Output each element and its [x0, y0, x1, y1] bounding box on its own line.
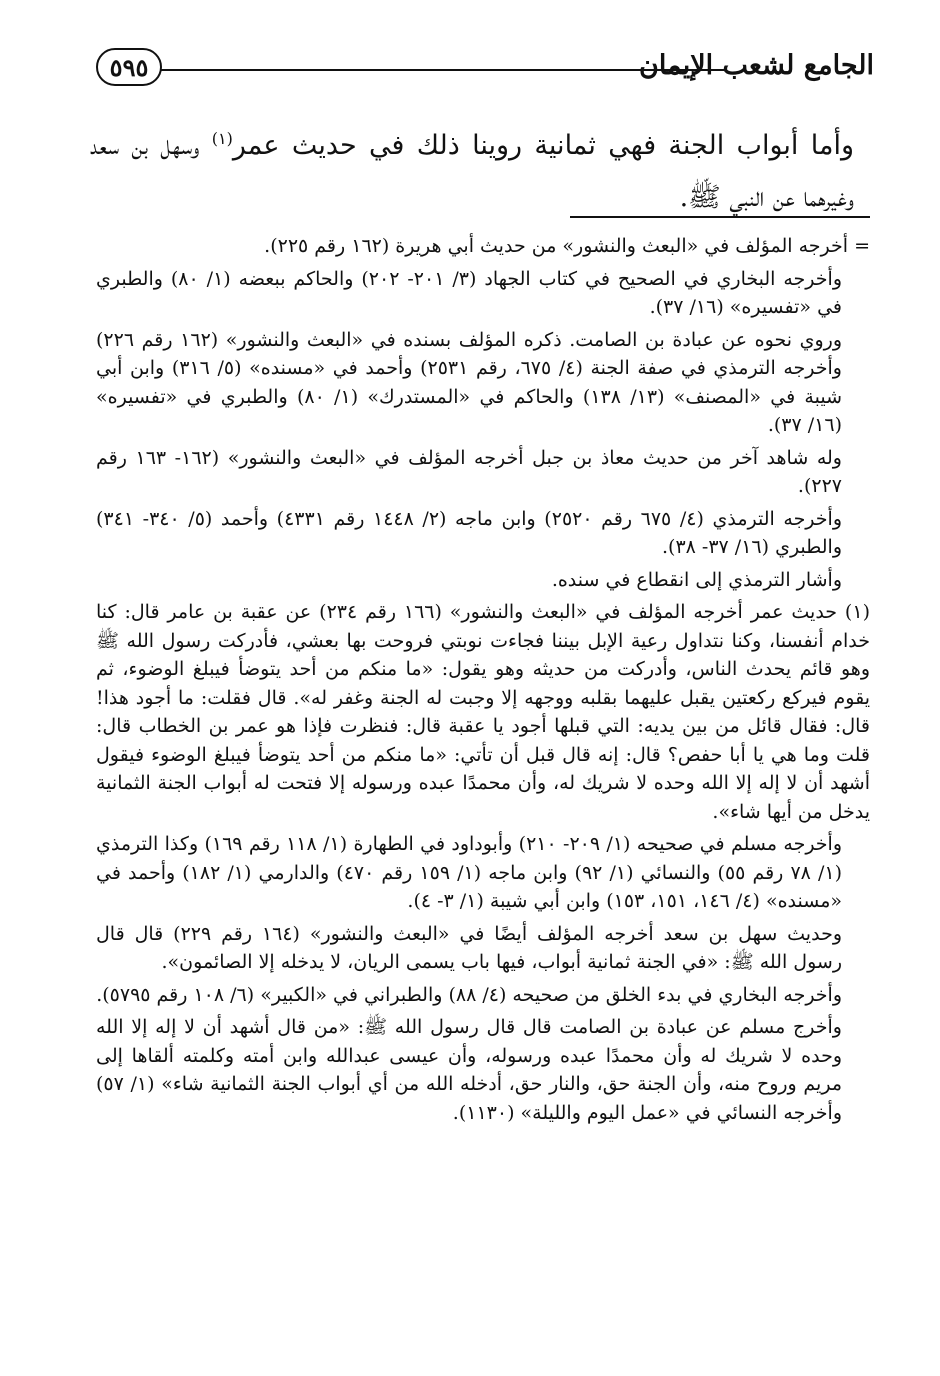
- footnote-paragraph: وأخرجه البخاري في الصحيح في كتاب الجهاد (٣/ ٢٠١- ٢٠٢) والحاكم ببعضه (١/ ٨٠) والطبري في «تفسيره» (١٦/ ٣٧).: [96, 267, 842, 318]
- main-paragraph: [90, 120, 854, 224]
- footnote-paragraph: وأشار الترمذي إلى انقطاع في سنده.: [551, 568, 842, 591]
- footnote-1: (١) حديث عمر أخرجه المؤلف في «البعث والنشور» (١٦٦ رقم ٢٣٤) عن عقبة بن عامر قال: كنا خدام أنفسنا، وكنا نتداول رعية الإبل بيننا فجاءت نوبتي فروحت بها بعشي، فأدركت رسول الله ﷺ وهو قائم يحدث الناس، وأدركت من حديثه وهو يقول: «ما منكم من أحد يتوضأ فيبلغ الوضوء، ثم يقوم فيركع ركعتين يقبل عليهما بقلبه ووجهه إلا وجبت له الجنة وغفر له». قال فقلت: ما أجود هذا! قال: فقال قائل من بين يديه: التي قبلها أجود يا عقبة قال: فنظرت فإذا هو عمر بن الخطاب قال: قلت وما هي يا أبا حفص؟ قال: إنه قال قبل أن تأتي: «ما منكم من أحد يتوضأ فيبلغ الوضوء فيقول أشهد أن لا إله إلا الله وحده لا شريك له، وأن محمدًا عبده ورسوله إلا فتحت له أبواب الجنة الثمانية يدخل من أيها شاء».: [96, 601, 870, 823]
- page-number: ٥٩٥: [96, 48, 162, 86]
- main-text-part-1: وأما أبواب الجنة فهي ثمانية روينا ذلك في حديث عمر: [232, 130, 854, 161]
- header-rule: [160, 69, 724, 71]
- footnote-separator: [570, 216, 870, 218]
- footnote-paragraph: وأخرجه البخاري في بدء الخلق من صحيحه (٤/ ٨٨) والطبراني في «الكبير» (٦/ ١٠٨ رقم ٥٧٩٥).: [96, 983, 842, 1006]
- footnotes: [96, 232, 870, 1131]
- footnote-paragraph: وحديث سهل بن سعد أخرجه المؤلف أيضًا في «البعث والنشور» (١٦٤ رقم ٢٢٩) قال قال رسول الله ﷺ: «في الجنة ثمانية أبواب، فيها باب يسمى الريان، لا يدخله إلا الصائمون».: [96, 922, 842, 973]
- footnote-paragraph: وأخرجه الترمذي (٤/ ٦٧٥ رقم ٢٥٢٠) وابن ماجه (٢/ ١٤٤٨ رقم ٤٣٣١) وأحمد (٥/ ٣٤٠- ٣٤١) والطبري (١٦/ ٣٧- ٣٨).: [96, 507, 842, 558]
- footnote-paragraph: وأخرجه مسلم في صحيحه (١/ ٢٠٩- ٢١٠) وأبوداود في الطهارة (١/ ١١٨ رقم ١٦٩) وكذا الترمذي (١/ ٧٨ رقم ٥٥) والنسائي (١/ ٩٢) وابن ماجه (١/ ١٥٩ رقم ٤٧٠) والدارمي (١/ ١٨٢) وأحمد في «مسنده» (٤/ ١٤٦، ١٥١، ١٥٣) وابن أبي شيبة (١/ ٣- ٤).: [96, 833, 842, 912]
- book-title: الجامع لشعب الإيمان: [629, 50, 874, 81]
- footnote-paragraph: = أخرجه المؤلف في «البعث والنشور» من حديث أبي هريرة (١٦٢ رقم ٢٢٥).: [264, 235, 870, 257]
- footnote-paragraph: وله شاهد آخر من حديث معاذ بن جبل أخرجه المؤلف في «البعث والنشور» (١٦٢- ١٦٣ رقم ٢٢٧).: [96, 446, 842, 497]
- footnote-paragraph: وأخرج مسلم عن عبادة بن الصامت قال قال رسول الله ﷺ: «من قال أشهد أن لا إله إلا الله وحده لا شريك له وأن محمدًا عبده ورسوله، وأن عيسى عبدالله وابن أمته وكلمته ألقاها إلى مريم وروح منه، وأن الجنة حق، والنار حق، أدخله الله من أي أبواب الجنة الثمانية شاء» (١/ ٥٧) وأخرجه النسائي في «عمل اليوم والليلة» (١١٣٠).: [96, 1016, 842, 1124]
- running-header: [96, 44, 874, 94]
- main-text: [90, 120, 854, 224]
- footnote-ref-1: (١): [211, 129, 233, 148]
- footnote-paragraph: وروي نحوه عن عبادة بن الصامت. ذكره المؤلف بسنده في «البعث والنشور» (١٦٢ رقم ٢٢٦) وأخرجه الترمذي في صفة الجنة (٤/ ٦٧٥، رقم ٢٥٣١) وأحمد في «مسنده» (٥/ ٣١٦) وابن أبي شيبة في «المصنف» (١٣/ ١٣٨) والحاكم في «المستدرك» (١/ ٨٠) والطبري في «تفسيره» (١٦/ ٣٧).: [96, 328, 842, 436]
- main-text-part-2: وسهل بن سعد وغيرهما عن النبي ﷺ.: [90, 130, 854, 213]
